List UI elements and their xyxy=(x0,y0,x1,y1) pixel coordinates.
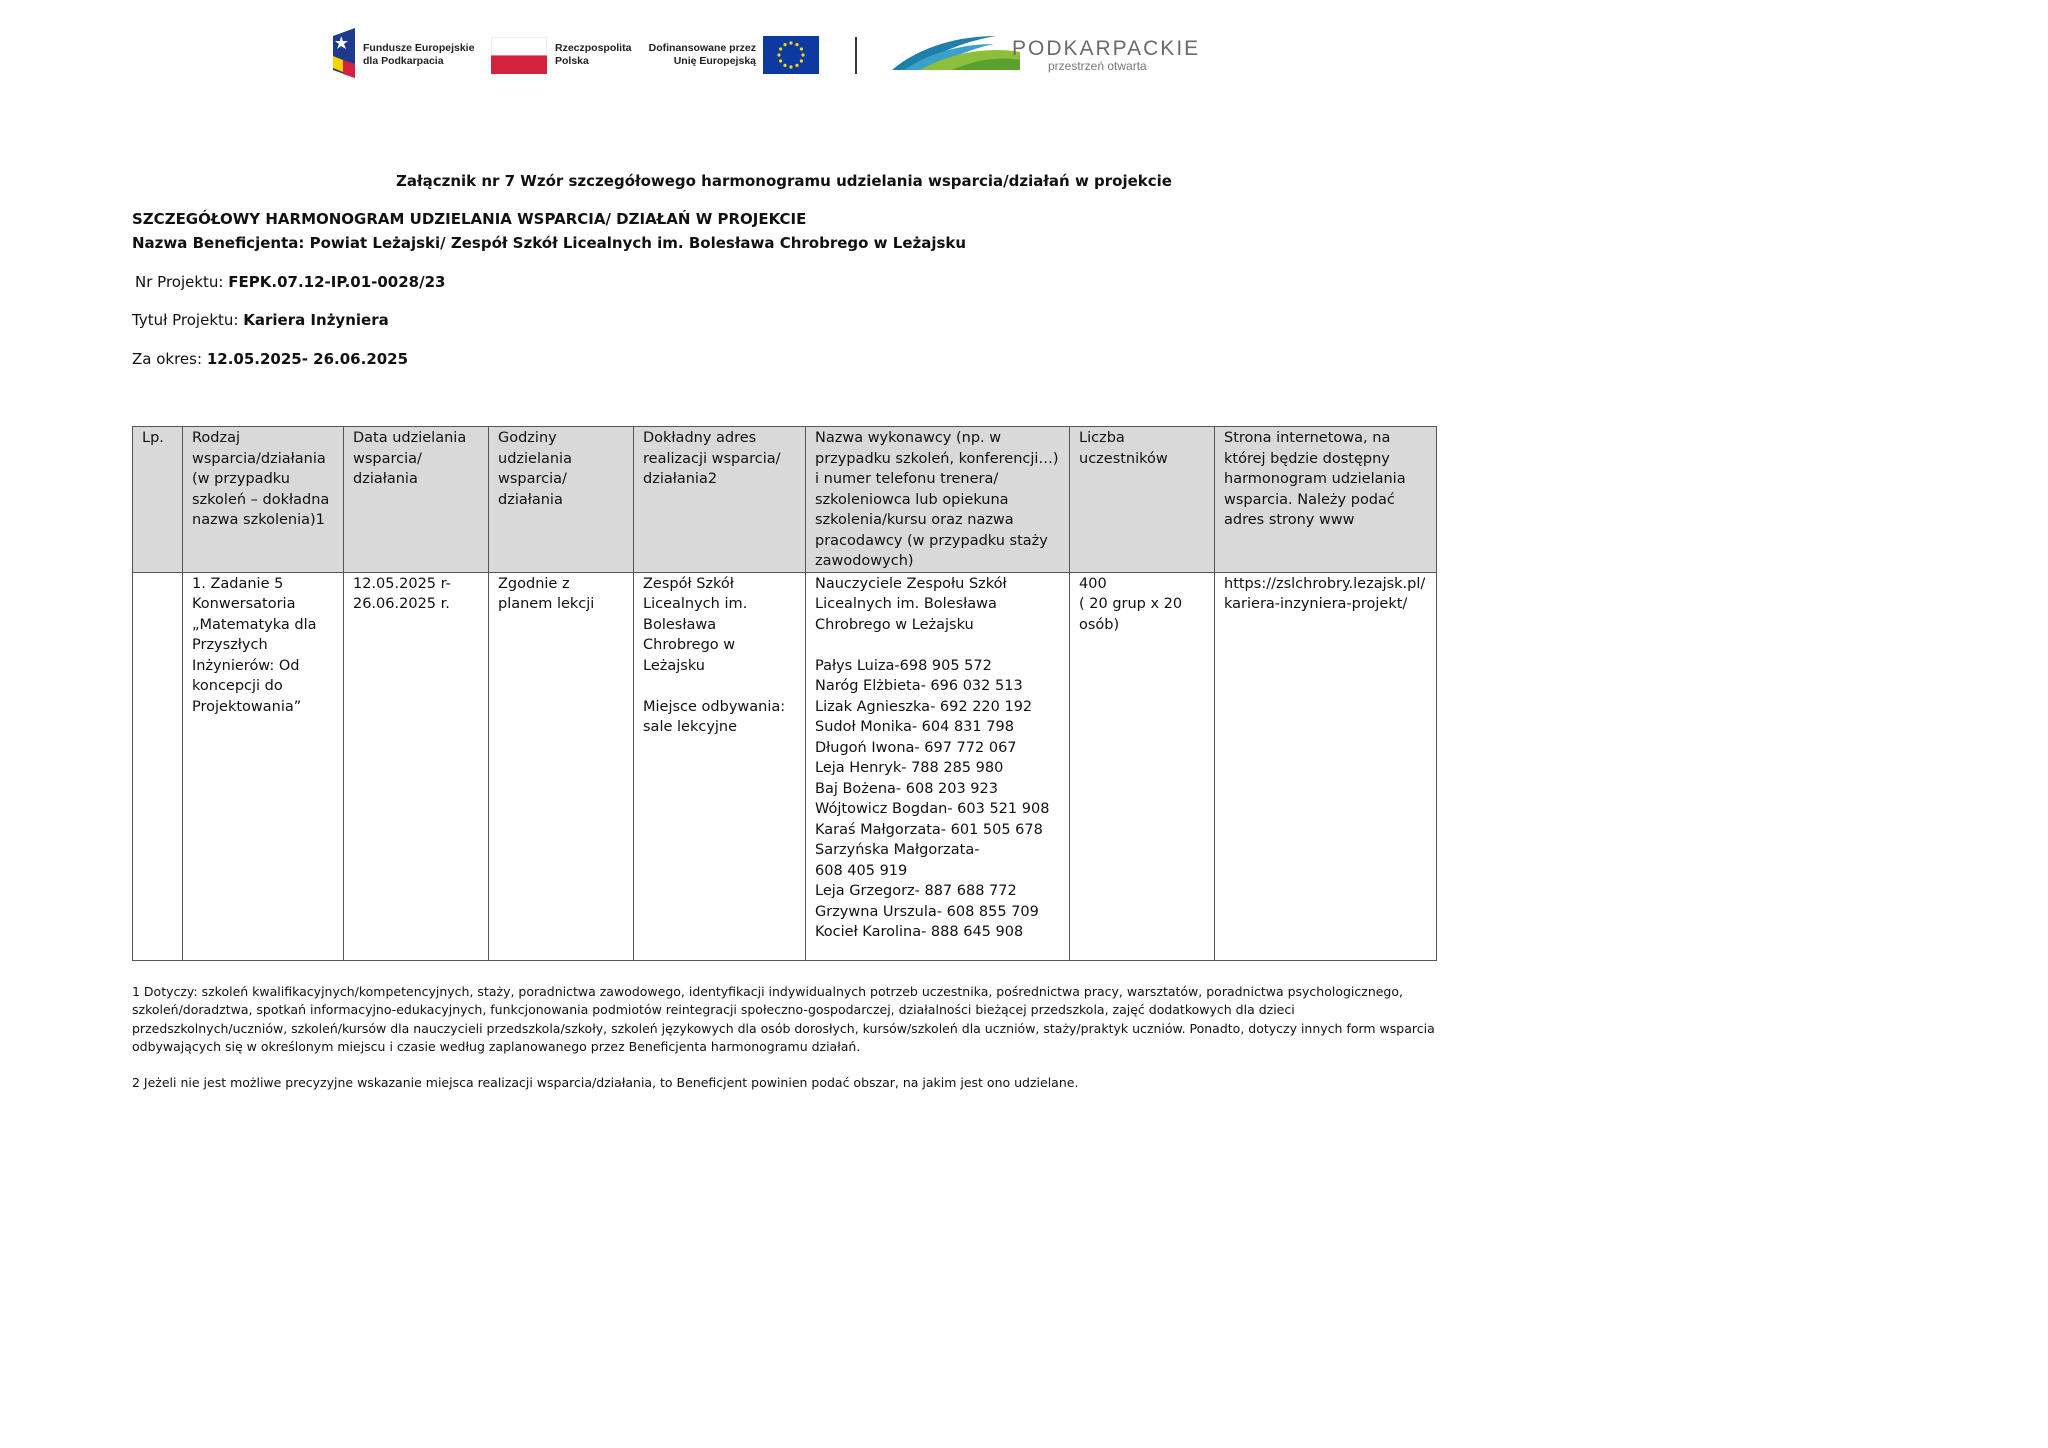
cell-support-type: 1. Zadanie 5 Konwersatoria „Matematyka dla Przyszłych Inżynierów: Od koncepcji do Projektowania” xyxy=(183,572,344,960)
ue-logo-line1: Dofinansowane przez xyxy=(648,42,756,54)
column-header-support-type: Rodzaj wsparcia/działania (w przypadku szkoleń – dokładna nazwa szkolenia)1 xyxy=(183,427,344,573)
project-number-line xyxy=(135,273,445,291)
cell-contractor: Nauczyciele Zespołu Szkół Licealnych im. Bolesława Chrobrego w Leżajsku Pałys Luiza-698 905 572 Naróg Elżbieta- 696 032 513 Lizak Agnieszka- 692 220 192 Sudoł Monika- 604 831 798 Długoń Iwona- 697 772 067 Leja Henryk- 788 285 980 Baj Bożena- 608 203 923 Wójtowicz Bogdan- 603 521 908 Karaś Małgorzata- 601 505 678 Sarzyńska Małgorzata- 608 405 919 Leja Grzegorz- 887 688 772 Grzywna Urszula- 608 855 709 Kocieł Karolina- 888 645 908 xyxy=(806,572,1070,960)
project-title-label: Tytuł Projektu: xyxy=(132,311,239,329)
project-number-label: Nr Projektu: xyxy=(135,273,224,291)
ue-logo-line2: Unię Europejską xyxy=(673,55,756,67)
period-label: Za okres: xyxy=(132,350,203,368)
eu-flag-icon xyxy=(763,36,819,74)
column-header-date: Data udzielania wsparcia/ działania xyxy=(344,427,489,573)
podkarpackie-logo-icon xyxy=(890,32,1022,74)
podkarpackie-logo-name: PODKARPACKIE xyxy=(1012,37,1201,60)
table-row xyxy=(133,572,1437,960)
cell-date: 12.05.2025 r- 26.06.2025 r. xyxy=(344,572,489,960)
rp-logo-line2: Polska xyxy=(555,55,589,67)
schedule-heading: SZCZEGÓŁOWY HARMONOGRAM UDZIELANIA WSPARCIA/ DZIAŁAŃ W PROJEKCIE xyxy=(132,210,807,228)
cell-hours: Zgodnie z planem lekcji xyxy=(489,572,634,960)
document-title: Załącznik nr 7 Wzór szczegółowego harmonogramu udzielania wsparcia/działań w projekcie xyxy=(396,172,1172,190)
logo-divider xyxy=(855,37,857,74)
footnote-1: 1 Dotyczy: szkoleń kwalifikacyjnych/kompetencyjnych, staży, poradnictwa zawodowego, identyfikacji indywidualnych potrzeb uczestnika, pośrednictwa pracy, warsztatów, poradnictwa psychologicznego, szkoleń/doradztwa, spotkań informacyjno-edukacyjnych, funkcjonowania podmiotów reintegracji społeczno-gospodarczej, działalności bieżącej przedszkola, zajęć dodatkowych dla dzieci przedszkolnych/uczniów, szkoleń/kursów dla nauczycieli przedszkola/szkoły, szkoleń językowych dla osób dorosłych, kursów/szkoleń dla uczniów, staży/praktyk uczniów. Ponadto, dotyczy innych form wsparcia odbywających się w określonym miejscu i czasie według zaplanowanego przez Beneficjenta harmonogramu działań. xyxy=(132,984,1435,1054)
footnote-2: 2 Jeżeli nie jest możliwe precyzyjne wskazanie miejsca realizacji wsparcia/działania, to Beneficjent powinien podać obszar, na jakim jest ono udzielane. xyxy=(132,1075,1079,1091)
rp-logo-line1: Rzeczpospolita xyxy=(555,42,632,54)
cell-participants: 400 ( 20 grup x 20 osób) xyxy=(1070,572,1215,960)
project-number-value: FEPK.07.12-IP.01-0028/23 xyxy=(228,273,446,291)
cell-lp xyxy=(133,572,183,960)
column-header-address: Dokładny adres realizacji wsparcia/ działania2 xyxy=(634,427,806,573)
footnotes xyxy=(132,965,1442,1111)
fe-logo-line2: dla Podkarpacia xyxy=(363,55,444,67)
table-header-row xyxy=(133,427,1437,573)
schedule-table xyxy=(132,426,1437,961)
project-title-value: Kariera Inżyniera xyxy=(243,311,389,329)
fundusze-europejskie-logo-icon xyxy=(329,28,357,78)
column-header-hours: Godziny udzielania wsparcia/ działania xyxy=(489,427,634,573)
fe-logo-text xyxy=(363,42,474,68)
logo-band xyxy=(0,0,1568,100)
column-header-contractor: Nazwa wykonawcy (np. w przypadku szkoleń, konferencji…) i numer telefonu trenera/ szkoleniowca lub opiekuna szkolenia/kursu oraz nazwa pracodawcy (w przypadku staży zawodowych) xyxy=(806,427,1070,573)
podkarpackie-logo-tagline: przestrzeń otwarta xyxy=(1048,59,1147,73)
beneficiary-name: Nazwa Beneficjenta: Powiat Leżajski/ Zespół Szkół Licealnych im. Bolesława Chrobrego w Leżajsku xyxy=(132,234,967,252)
polish-flag-icon xyxy=(491,37,547,74)
cell-website[interactable]: https://zslchrobry.lezajsk.pl/kariera-inzyniera-projekt/ xyxy=(1215,572,1437,960)
column-header-lp: Lp. xyxy=(133,427,183,573)
project-title-line xyxy=(132,311,389,329)
rp-logo-text xyxy=(555,42,631,68)
period-value: 12.05.2025- 26.06.2025 xyxy=(206,350,409,368)
fe-logo-line1: Fundusze Europejskie xyxy=(363,42,475,54)
cell-address: Zespół Szkół Licealnych im. Bolesława Chrobrego w Leżajsku Miejsce odbywania: sale lekcyjne xyxy=(634,572,806,960)
column-header-participants: Liczba uczestników xyxy=(1070,427,1215,573)
ue-logo-text xyxy=(640,42,756,68)
period-line xyxy=(132,350,408,368)
column-header-website: Strona internetowa, na której będzie dostępny harmonogram udzielania wsparcia. Należy podać adres strony www xyxy=(1215,427,1437,573)
